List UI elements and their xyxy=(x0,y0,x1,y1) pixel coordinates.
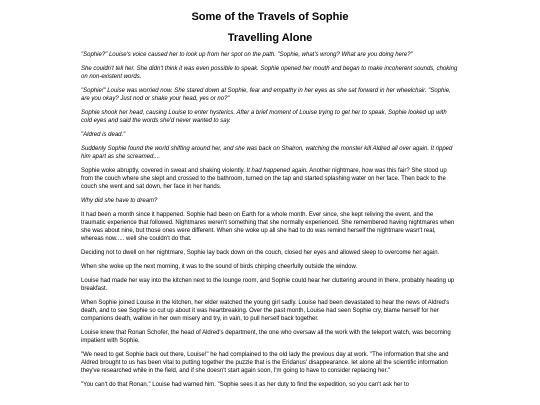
story-paragraph: "We need to get Sophie back out there, Louise!" he had complained to the old lady the previous day at work. "The information that she and Aldred brought to us has been vital to putting together the puzzle that is the Eridanus' disappearance. let alone all the scientific information they've researched while in the field, and if she doesn't start again soon, I'm going to have to consider replacing her." xyxy=(81,352,449,374)
story-title: Some of the Travels of Sophie xyxy=(191,11,349,23)
story-paragraph: "Aldred is dead." xyxy=(81,132,126,138)
story-paragraph: Louise had made her way into the kitchen next to the lounge room, and Sophie could hear her cluttering around in there, probably heating up breakfast. xyxy=(81,278,455,292)
chapter-title: Travelling Alone xyxy=(227,32,313,44)
story-paragraph: When she woke up the next morning, it was to the sound of birds chirping cheerfully outside the window. xyxy=(81,264,358,270)
story-paragraph: "Sophie!" Louise was worried now. She stared down at Sophie, fear and empathy in her eyes as she sat forward in her wheelchair. "Sophie, are you okay? Just nod or shake your head, yes or no?" xyxy=(81,88,451,102)
story-paragraph: She couldn't tell her. She didn't think it was even possible to speak. Sophie opened her mouth and began to make incoherent sounds, choking on non-existent words. xyxy=(81,66,458,80)
story-paragraph: "Sophie?" Louise's voice caused her to look up from her spot on the path. "Sophie, what's wrong? What are you doing here?" xyxy=(81,52,413,58)
emphasis-text: It had happened again. xyxy=(246,168,308,174)
story-paragraph: Louise knew that Ronan Schofer, the head of Aldred's department, the one who oversaw all the work with the teleport watch, was becoming impatient with Sophie. xyxy=(81,330,451,344)
story-paragraph: When Sophie joined Louise in the kitchen, her elder watched the young girl sadly. Louise had been devastated to hear the news of Aldred's death, and to see Sophie so cut up about it was heartbreaking. Over the past month, Louise had seen Sophie cry, blame herself for her companions death, wallow in her own misery and try, in vain, to pull herself back together. xyxy=(81,300,450,322)
story-paragraph: Suddenly Sophie found the world shifting around her, and she was back on Shalron, watching the monster kill Aldred all over again. It ripped him apart as she screamed.... xyxy=(81,146,453,160)
story-paragraph: It had been a month since it happened. Sophie had been on Earth for a whole month. Ever since, she kept reliving the event, and the traumatic experience that followed. Nightmares weren't something that she normally experienced. She remembered having nightmares when she was about nine, but those ones were different. When she woke up all she had to do was remind herself the nightmare wasn't real, whereas now..... well she couldn't do that. xyxy=(81,212,455,242)
story-paragraph: Deciding not to dwell on her nightmare, Sophie lay back down on the couch, closed her eyes and allowed sleep to overcome her again. xyxy=(81,250,440,256)
story-body xyxy=(81,51,459,389)
story-paragraph: Why did she have to dream? xyxy=(81,198,158,204)
story-paragraph: Sophie woke abruptly, covered in sweat and shaking violently. It had happened again. Another nightmare, how was this fair? She stood up from the couch where she slept and crossed to the bathroom, turned on the tap and started splashing water on her face. Then back to the couch she went and sat down, her face in her hands. xyxy=(81,168,447,190)
story-paragraph: Sophie shook her head, causing Louise to enter hysterics. After a brief moment of Louise trying to get her to speak, Sophie looked up with cold eyes and said the words she'd never wanted to say. xyxy=(81,110,447,124)
story-paragraph: "You can't do that Ronan." Louise had warned him. "Sophie sees it as her duty to find the expedition, so you can't ask her to xyxy=(81,382,409,388)
